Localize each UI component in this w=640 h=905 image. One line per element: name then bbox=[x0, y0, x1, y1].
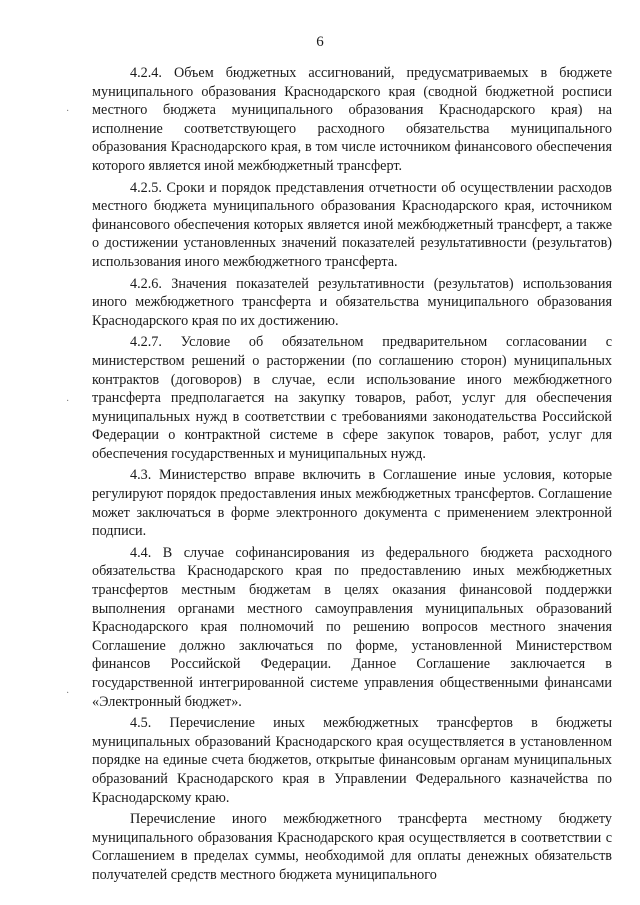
paragraph-transfer: Перечисление иного межбюджетного трансферта местному бюджету муниципального образования Краснодарского края осуществляется в соответствии с Соглашением в пределах суммы, необходимой для оплаты денежных обязательств получателей средств местного бюджета муниципального bbox=[92, 811, 612, 883]
paragraph-4-3: 4.3. Министерство вправе включить в Соглашение иные условия, которые регулируют порядок предоставления иных межбюджетных трансфертов. Соглашение может заключаться в форме электронного документа с применением электронной подписи. bbox=[92, 467, 612, 540]
document-body bbox=[92, 64, 612, 888]
paragraph-4-4: 4.4. В случае софинансирования из федерального бюджета расходного обязательства Краснодарского края по предоставлению иных межбюджетных трансфертов местным бюджетам в целях оказания финансовой поддержки выполнения органами местного самоуправления муниципальных образований Краснодарского края полномочий по решению вопросов местного значения Соглашение должно заключаться по форме, установленной Министерством финансов Российской Федерации. Данное Соглашение заключается в государственной интегрированной системе управления общественными финансами «Электронный бюджет». bbox=[92, 544, 612, 710]
margin-mark: · bbox=[66, 688, 70, 699]
paragraph-4-2-4: 4.2.4. Объем бюджетных ассигнований, предусматриваемых в бюджете муниципального образования Краснодарского края (сводной бюджетной росписи местного бюджета муниципального образования Краснодарского края) на исполнение соответствующего расходного обязательства муниципального образования Краснодарского края, в том числе источником финансового обеспечения которого является иной межбюджетный трансферт. bbox=[92, 65, 612, 174]
paragraph-4-2-5: 4.2.5. Сроки и порядок представления отчетности об осуществлении расходов местного бюджета муниципального образования Краснодарского края, источником финансового обеспечения которых является иной межбюджетный трансферт, а также о достижении установленных значений показателей результативности (результатов) использования иного межбюджетного трансферта. bbox=[92, 179, 612, 270]
page-number: 6 bbox=[316, 34, 324, 50]
paragraph-4-2-7: 4.2.7. Условие об обязательном предварительном согласовании с министерством решений о расторжении (по соглашению сторон) муниципальных контрактов (договоров) в случае, если использование иного межбюджетного трансферта предполагается на закупку товаров, работ, услуг для обеспечения муниципальных нужд в соответствии с требованиями законодательства Российской Федерации о контрактной системе в сфере закупок товаров, работ, услуг для обеспечения государственных и муниципальных нужд. bbox=[92, 334, 612, 462]
paragraph-4-2-6: 4.2.6. Значения показателей результативности (результатов) использования иного межбюджетного трансферта и обязательства муниципального образования Краснодарского края по их достижению. bbox=[92, 275, 612, 329]
paragraph-4-5: 4.5. Перечисление иных межбюджетных трансфертов в бюджеты муниципальных образований Краснодарского края осуществляется в установленном порядке на единые счета бюджетов, открытые финансовым органам муниципальных образований Краснодарского края в Управлении Федерального казначейства по Краснодарскому краю. bbox=[92, 715, 612, 806]
margin-mark: · bbox=[66, 106, 70, 117]
margin-mark: · bbox=[66, 396, 70, 407]
